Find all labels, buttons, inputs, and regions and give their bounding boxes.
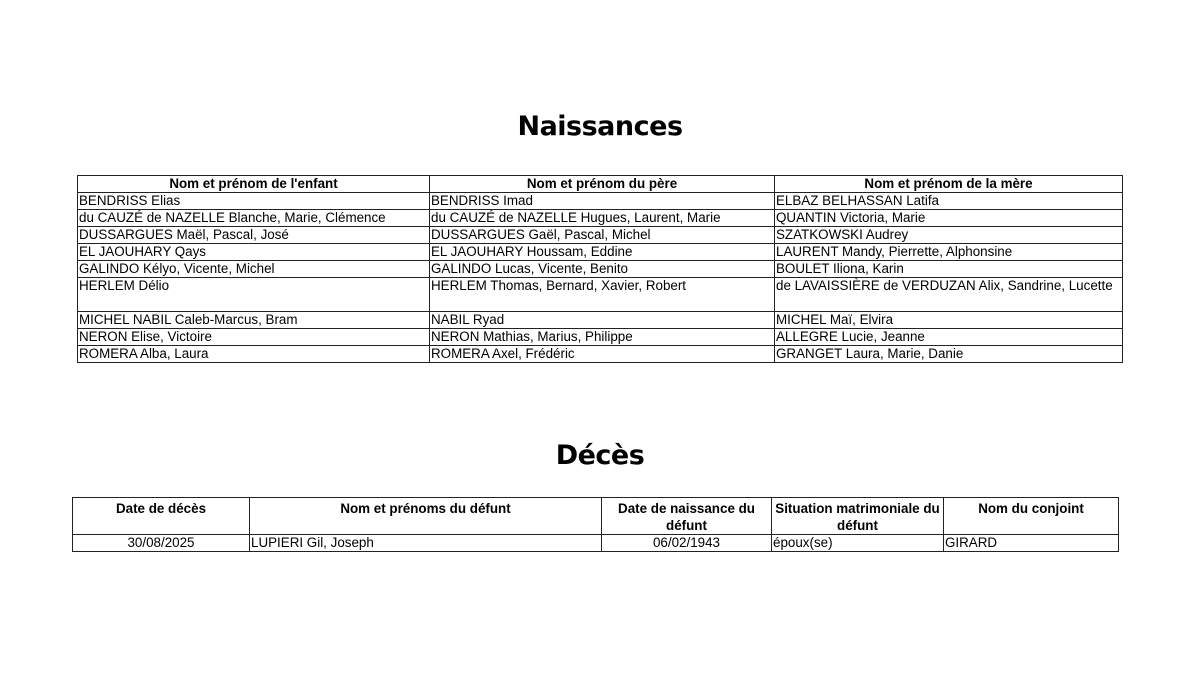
father-name: NERON Mathias, Marius, Philippe	[430, 329, 775, 346]
marital-status: époux(se)	[772, 535, 944, 552]
child-name: MICHEL NABIL Caleb-Marcus, Bram	[78, 312, 430, 329]
father-name: NABIL Ryad	[430, 312, 775, 329]
births-header-row	[78, 176, 1123, 193]
death-date: 30/08/2025	[73, 535, 250, 552]
table-row	[78, 210, 1123, 227]
mother-name: MICHEL Maï, Elvira	[775, 312, 1123, 329]
table-row	[78, 227, 1123, 244]
header-deceased-name: Nom et prénoms du défunt	[250, 498, 602, 535]
header-father-name: Nom et prénom du père	[430, 176, 775, 193]
births-heading: Naissances	[517, 111, 683, 142]
table-row	[78, 329, 1123, 346]
header-death-date: Date de décès	[73, 498, 250, 535]
table-row	[78, 346, 1123, 363]
child-name: du CAUZÉ de NAZELLE Blanche, Marie, Clémence	[78, 210, 430, 227]
mother-name: GRANGET Laura, Marie, Danie	[775, 346, 1123, 363]
mother-name: ELBAZ BELHASSAN Latifa	[775, 193, 1123, 210]
table-row	[78, 193, 1123, 210]
child-name: GALINDO Kélyo, Vicente, Michel	[78, 261, 430, 278]
header-mother-name: Nom et prénom de la mère	[775, 176, 1123, 193]
deaths-heading: Décès	[555, 440, 645, 471]
child-name: EL JAOUHARY Qays	[78, 244, 430, 261]
deaths-header-row	[73, 498, 1119, 535]
births-table	[77, 175, 1123, 363]
mother-name: LAURENT Mandy, Pierrette, Alphonsine	[775, 244, 1123, 261]
father-name: DUSSARGUES Gaël, Pascal, Michel	[430, 227, 775, 244]
mother-name: ALLEGRE Lucie, Jeanne	[775, 329, 1123, 346]
child-name: BENDRISS Elias	[78, 193, 430, 210]
father-name: EL JAOUHARY Houssam, Eddine	[430, 244, 775, 261]
father-name: BENDRISS Imad	[430, 193, 775, 210]
father-name: du CAUZÉ de NAZELLE Hugues, Laurent, Marie	[430, 210, 775, 227]
header-birth-date: Date de naissance du défunt	[602, 498, 772, 535]
father-name: ROMERA Axel, Frédéric	[430, 346, 775, 363]
father-name: HERLEM Thomas, Bernard, Xavier, Robert	[430, 278, 775, 312]
birth-date: 06/02/1943	[602, 535, 772, 552]
deceased-name: LUPIERI Gil, Joseph	[250, 535, 602, 552]
mother-name: SZATKOWSKI Audrey	[775, 227, 1123, 244]
mother-name: QUANTIN Victoria, Marie	[775, 210, 1123, 227]
deaths-table	[72, 497, 1119, 552]
header-child-name: Nom et prénom de l'enfant	[78, 176, 430, 193]
header-marital-status: Situation matrimoniale du défunt	[772, 498, 944, 535]
child-name: HERLEM Délio	[78, 278, 430, 312]
table-row	[78, 244, 1123, 261]
table-row	[78, 312, 1123, 329]
header-spouse-name: Nom du conjoint	[944, 498, 1119, 535]
table-row	[78, 278, 1123, 312]
father-name: GALINDO Lucas, Vicente, Benito	[430, 261, 775, 278]
spouse-name: GIRARD	[944, 535, 1119, 552]
mother-name: de LAVAISSIÈRE de VERDUZAN Alix, Sandrine, Lucette	[775, 278, 1123, 312]
child-name: NERON Elise, Victoire	[78, 329, 430, 346]
child-name: ROMERA Alba, Laura	[78, 346, 430, 363]
mother-name: BOULET Iliona, Karin	[775, 261, 1123, 278]
table-row	[78, 261, 1123, 278]
child-name: DUSSARGUES Maël, Pascal, José	[78, 227, 430, 244]
table-row	[73, 535, 1119, 552]
